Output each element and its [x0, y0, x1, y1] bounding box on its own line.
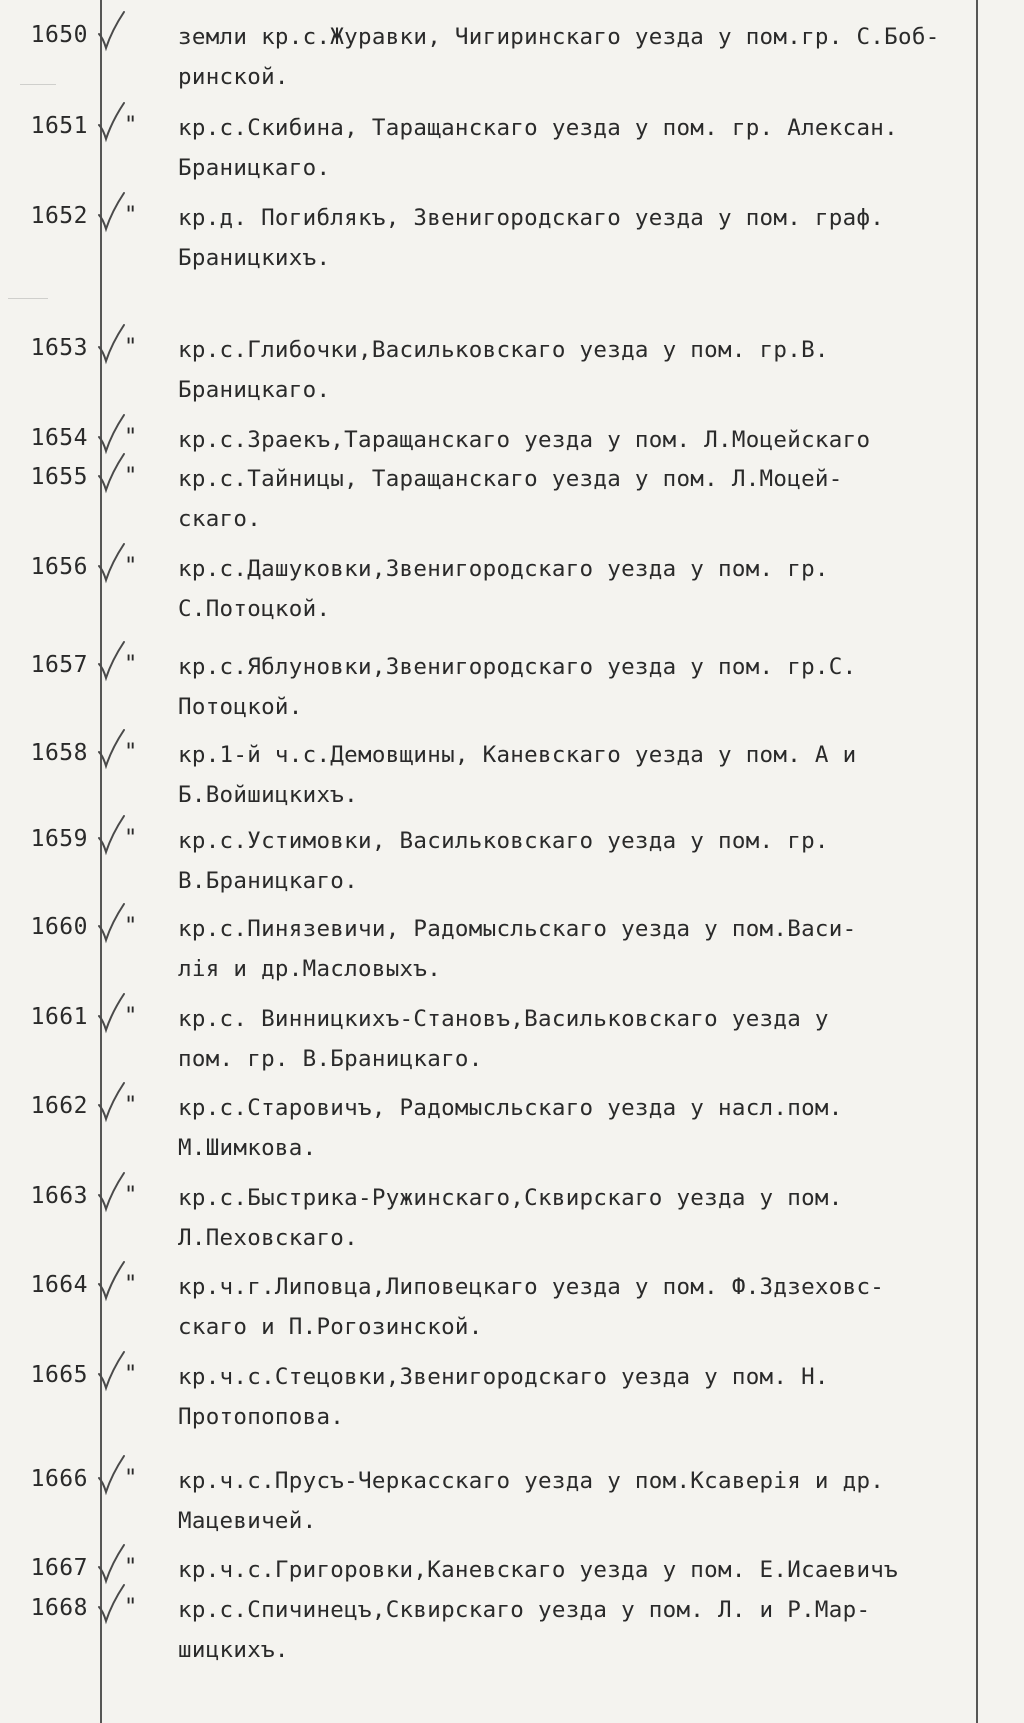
- entry-line: кр.ч.с.Прусъ-Черкасскаго уезда у пом.Ксаверія и др.: [178, 1468, 885, 1494]
- ditto-mark: ": [124, 1272, 138, 1297]
- ditto-mark: ": [124, 826, 138, 851]
- ditto-mark: ": [124, 740, 138, 765]
- entry-line: кр.с.Тайницы, Таращанскаго уезда у пом. Л.Моцей-: [178, 466, 843, 492]
- ditto-mark: ": [124, 652, 138, 677]
- entry-text: [178, 425, 978, 455]
- entry-line: кр.ч.с.Григоровки,Каневскаго уезда у пом. Е.Исаевичъ: [178, 1557, 898, 1583]
- entry-continuation-line: шицкихъ.: [178, 1637, 289, 1663]
- entry-number: 1668: [30, 1595, 88, 1621]
- entry-text: [178, 652, 978, 722]
- entry-line: кр.с.Зраекъ,Таращанскаго уезда у пом. Л.Моцейскаго: [178, 427, 871, 453]
- entry-continuation-line: скаго.: [178, 506, 262, 532]
- entry-line: кр.с.Пинязевичи, Радомысльскаго уезда у пом.Васи-: [178, 916, 857, 942]
- entry-number: 1660: [30, 914, 88, 940]
- entry-text: [178, 1183, 978, 1253]
- entry-continuation-line: ринской.: [178, 64, 289, 90]
- ditto-mark: ": [124, 1093, 138, 1118]
- entry-text: [178, 113, 978, 183]
- entry-continuation-line: Мацевичей.: [178, 1508, 317, 1534]
- ditto-mark: ": [124, 113, 138, 138]
- entry-continuation-line: В.Браницкаго.: [178, 868, 358, 894]
- entry-continuation-line: Браницкаго.: [178, 377, 331, 403]
- entry-number: 1654: [30, 425, 88, 451]
- entry-number: 1658: [30, 740, 88, 766]
- ditto-mark: ": [124, 203, 138, 228]
- entry-continuation-line: Браницкихъ.: [178, 245, 331, 271]
- entry-continuation-line: Л.Пеховскаго.: [178, 1225, 358, 1251]
- entry-continuation-line: лія и др.Масловыхъ.: [178, 956, 442, 982]
- entry-line: кр.с.Дашуковки,Звенигородскаго уезда у пом. гр.: [178, 556, 829, 582]
- entry-line: кр.ч.г.Липовца,Липовецкаго уезда у пом. Ф.Здзеховс-: [178, 1274, 885, 1300]
- entry-text: [178, 740, 978, 810]
- margin-mark: [8, 298, 48, 299]
- ditto-mark: ": [124, 1466, 138, 1491]
- entry-number: 1662: [30, 1093, 88, 1119]
- entry-line: кр.ч.с.Стецовки,Звенигородскаго уезда у пом. Н.: [178, 1364, 829, 1390]
- entry-text: [178, 1466, 978, 1536]
- entry-continuation-line: Браницкаго.: [178, 155, 331, 181]
- ditto-mark: ": [124, 1183, 138, 1208]
- entry-number: 1666: [30, 1466, 88, 1492]
- entry-number: 1653: [30, 335, 88, 361]
- entry-line: кр.с.Устимовки, Васильковскаго уезда у пом. гр.: [178, 828, 829, 854]
- entry-number: 1652: [30, 203, 88, 229]
- entry-text: [178, 554, 978, 624]
- entry-text: [178, 1004, 978, 1074]
- entry-number: 1650: [30, 22, 88, 48]
- entry-text: [178, 464, 978, 534]
- ditto-mark: ": [124, 335, 138, 360]
- entry-number: 1659: [30, 826, 88, 852]
- entry-number: 1656: [30, 554, 88, 580]
- entry-continuation-line: Потоцкой.: [178, 694, 303, 720]
- ditto-mark: ": [124, 464, 138, 489]
- entry-text: [178, 335, 978, 405]
- entry-continuation-line: скаго и П.Рогозинской.: [178, 1314, 483, 1340]
- entry-line: земли кр.с.Журавки, Чигиринскаго уезда у пом.гр. С.Боб-: [178, 24, 940, 50]
- entry-continuation-line: М.Шимкова.: [178, 1135, 317, 1161]
- ditto-mark: ": [124, 1555, 138, 1580]
- ditto-mark: ": [124, 554, 138, 579]
- entry-line: кр.1-й ч.с.Демовщины, Каневскаго уезда у пом. А и: [178, 742, 857, 768]
- entry-number: 1663: [30, 1183, 88, 1209]
- entry-line: кр.с.Яблуновки,Звенигородскаго уезда у пом. гр.С.: [178, 654, 857, 680]
- ditto-mark: ": [124, 914, 138, 939]
- entry-number: 1655: [30, 464, 88, 490]
- entry-continuation-line: пом. гр. В.Браницкаго.: [178, 1046, 483, 1072]
- entry-number: 1657: [30, 652, 88, 678]
- entry-line: кр.с.Глибочки,Васильковскаго уезда у пом. гр.В.: [178, 337, 829, 363]
- entry-number: 1665: [30, 1362, 88, 1388]
- entry-text: [178, 22, 978, 92]
- entry-number: 1651: [30, 113, 88, 139]
- entry-text: [178, 1595, 978, 1665]
- entry-continuation-line: Протопопова.: [178, 1404, 345, 1430]
- entry-text: [178, 1555, 978, 1585]
- entry-line: кр.д. Погиблякъ, Звенигородскаго уезда у пом. граф.: [178, 205, 885, 231]
- entry-line: кр.с.Старовичъ, Радомысльскаго уезда у насл.пом.: [178, 1095, 843, 1121]
- ditto-mark: ": [124, 1362, 138, 1387]
- ditto-mark: ": [124, 1595, 138, 1620]
- ditto-mark: ": [124, 425, 138, 450]
- entry-text: [178, 826, 978, 896]
- entry-line: кр.с.Спичинецъ,Сквирскаго уезда у пом. Л. и Р.Мар-: [178, 1597, 871, 1623]
- entry-number: 1661: [30, 1004, 88, 1030]
- entry-line: кр.с.Быстрика-Ружинскаго,Сквирскаго уезда у пом.: [178, 1185, 843, 1211]
- entry-text: [178, 203, 978, 273]
- margin-mark: [20, 84, 56, 85]
- entry-text: [178, 1093, 978, 1163]
- entry-text: [178, 914, 978, 984]
- entry-text: [178, 1362, 978, 1432]
- entry-continuation-line: Б.Войшицкихъ.: [178, 782, 358, 808]
- entry-number: 1664: [30, 1272, 88, 1298]
- ditto-mark: ": [124, 1004, 138, 1029]
- entry-text: [178, 1272, 978, 1342]
- entry-continuation-line: С.Потоцкой.: [178, 596, 331, 622]
- entry-line: кр.с.Скибина, Таращанскаго уезда у пом. гр. Алексан.: [178, 115, 898, 141]
- entry-number: 1667: [30, 1555, 88, 1581]
- checkmark-icon: [96, 8, 128, 52]
- entry-line: кр.с. Винницкихъ-Становъ,Васильковскаго уезда у: [178, 1006, 829, 1032]
